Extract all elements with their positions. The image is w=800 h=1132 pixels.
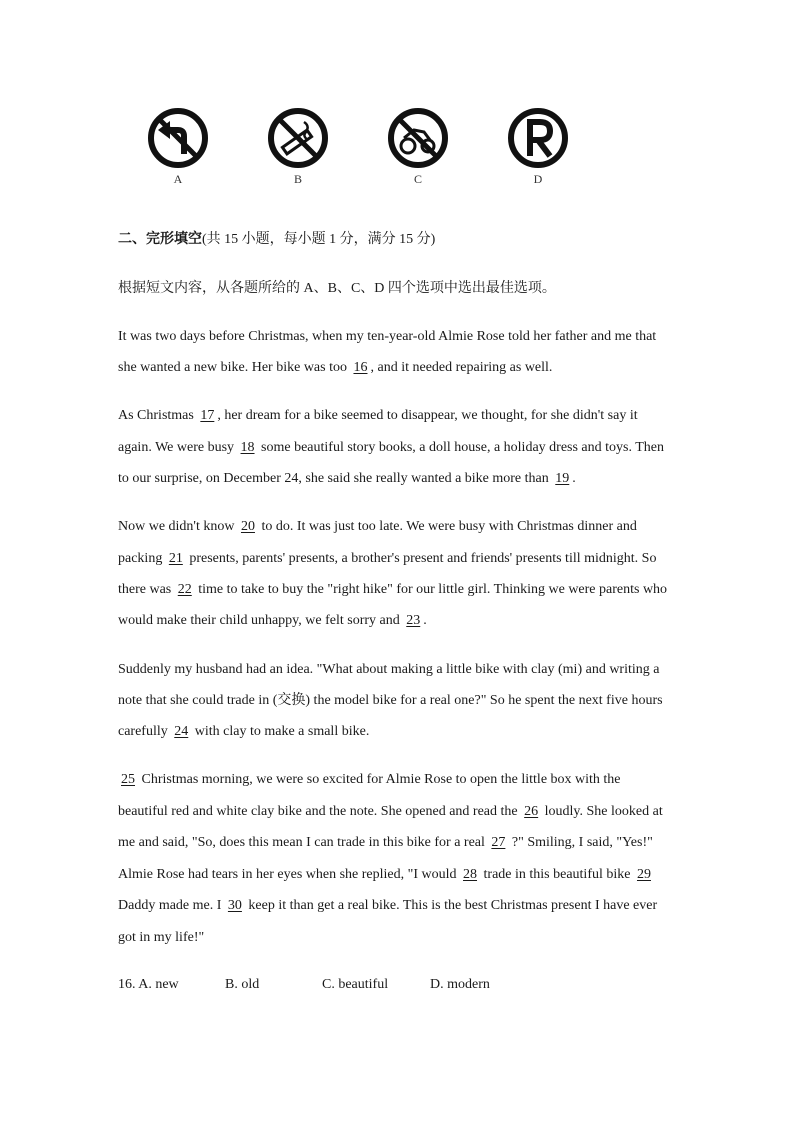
passage-line: got in my life!" bbox=[118, 930, 205, 945]
sign-label-c: C bbox=[413, 172, 422, 186]
passage-line: would make their child unhappy, we felt sorry and 23 . bbox=[118, 613, 427, 628]
blank-20: 20 bbox=[240, 519, 255, 534]
sign-b bbox=[260, 100, 336, 195]
no-motor-vehicles-icon bbox=[380, 108, 456, 170]
no-left-turn-icon bbox=[140, 108, 216, 170]
blank-28: 28 bbox=[463, 867, 478, 882]
section-heading bbox=[118, 231, 718, 249]
sign-label-a: A bbox=[173, 172, 183, 186]
blank-23: 23 bbox=[406, 613, 421, 628]
section-scoring: (共 15 小题，每小题 1 分，满分 15 分) bbox=[202, 232, 436, 247]
passage-line: Now we didn't know 20 to do. It was just too late. We were busy with Christmas dinner and bbox=[118, 519, 637, 534]
passage-line: Suddenly my husband had an idea. "What about making a little bike with clay (mi) and writing a bbox=[118, 662, 660, 677]
blank-16: 16 bbox=[353, 360, 368, 375]
sign-label-b: B bbox=[293, 172, 302, 186]
blank-30: 30 bbox=[227, 898, 242, 913]
sign-a bbox=[140, 100, 216, 195]
passage-line: again. We were busy 18 some beautiful story books, a doll house, a holiday dress and toys. Then bbox=[118, 440, 664, 455]
passage-line: to our surprise, on December 24, she said she really wanted a bike more than 19 . bbox=[118, 471, 576, 486]
passage-line: beautiful red and white clay bike and the note. She opened and read the 26 loudly. She looked at bbox=[118, 804, 663, 819]
passage-line: It was two days before Christmas, when my ten-year-old Almie Rose told her father and me that bbox=[118, 329, 657, 344]
passage-line: packing 21 presents, parents' presents, a brother's present and friends' presents till midnight. So bbox=[118, 551, 657, 566]
passage-line: Daddy made me. I 30 keep it than get a real bike. This is the best Christmas present I have ever bbox=[118, 898, 658, 913]
passage-line: me and said, "So, does this mean I can trade in this bike for a real 27 ?" Smiling, I said, "Yes!" bbox=[118, 835, 653, 850]
passage-line: note that she could trade in (交换) the model bike for a real one?" So he spent the next five hours bbox=[118, 693, 663, 708]
passage-line: there was 22 time to take to buy the "right hike" for our little girl. Thinking we were parents who bbox=[118, 582, 668, 597]
blank-22: 22 bbox=[177, 582, 192, 597]
question-16-option-d: D. modern bbox=[430, 977, 490, 992]
question-16-option-a: 16. A. new bbox=[118, 977, 179, 992]
blank-24: 24 bbox=[174, 724, 189, 739]
blank-27: 27 bbox=[491, 835, 506, 850]
no-smoking-icon bbox=[260, 108, 336, 170]
blank-17: 17 bbox=[200, 408, 215, 423]
question-16-option-c: C. beautiful bbox=[322, 977, 389, 992]
sign-d bbox=[500, 100, 576, 195]
passage-line: 25 Christmas morning, we were so excited for Almie Rose to open the little box with the bbox=[118, 771, 718, 789]
blank-19: 19 bbox=[555, 471, 570, 486]
passage-line: As Christmas 17 , her dream for a bike seemed to disappear, we thought, for she didn't say it bbox=[118, 408, 638, 423]
section-title: 二、完形填空 bbox=[118, 232, 202, 247]
traffic-signs-figure bbox=[140, 100, 580, 195]
passage-line: she wanted a new bike. Her bike was too 16 , and it needed repairing as well. bbox=[118, 360, 553, 375]
blank-29: 29 bbox=[636, 867, 651, 882]
blank-18: 18 bbox=[240, 440, 255, 455]
sign-c bbox=[380, 100, 456, 195]
blank-21: 21 bbox=[168, 551, 183, 566]
parking-icon bbox=[500, 108, 576, 170]
passage-line: carefully 24 with clay to make a small bike. bbox=[118, 724, 370, 739]
section-instruction: 根据短文内容，从各题所给的 A、B、C、D 四个选项中选出最佳选项。 bbox=[118, 281, 556, 296]
question-16-option-b: B. old bbox=[225, 977, 260, 992]
sign-label-d: D bbox=[533, 172, 543, 186]
passage-line: Almie Rose had tears in her eyes when she replied, "I would 28 trade in this beautiful bike 29 bbox=[118, 866, 718, 884]
blank-26: 26 bbox=[524, 804, 539, 819]
blank-25: 25 bbox=[121, 772, 135, 787]
